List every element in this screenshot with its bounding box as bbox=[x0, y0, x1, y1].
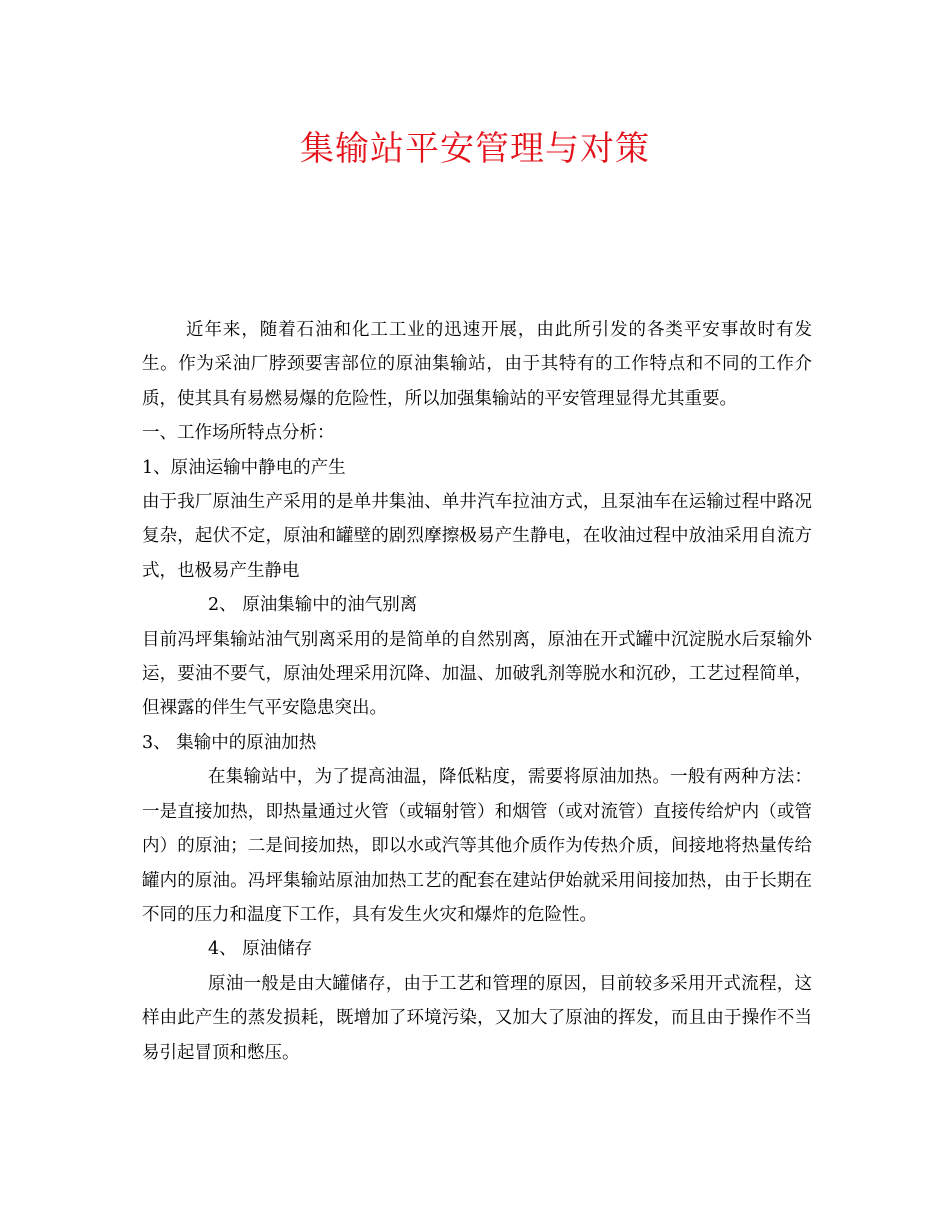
document-title: 集输站平安管理与对策 bbox=[300, 129, 650, 169]
paragraph-intro: 近年来，随着石油和化工工业的迅速开展，由此所引发的各类平安事故时有发生。作为采油厂脖颈要害部位的原油集输站，由于其特有的工作特点和不同的工作介质，使其具有易燃易爆的危险性，所以加强集输站的平安管理显得尤其重要。 bbox=[142, 320, 812, 409]
paragraph-storage: 原油一般是由大罐储存，由于工艺和管理的原因，目前较多采用开式流程，这样由此产生的蒸发损耗，既增加了环境污染，又加大了原油的挥发，而且由于操作不当易引起冒顶和憋压。 bbox=[142, 973, 812, 1063]
subsection-heading-4: 4、 原油储存 bbox=[208, 939, 313, 960]
section-heading-1: 一、工作场所特点分析： bbox=[142, 423, 335, 444]
paragraph-separation: 目前冯坪集输站油气别离采用的是简单的自然别离，原油在开式罐中沉淀脱水后泵输外运，要油不要气，原油处理采用沉降、加温、加破乳剂等脱水和沉砂，工艺过程简单，但裸露的伴生气平安隐患突出。 bbox=[142, 629, 812, 719]
subsection-heading-1: 1、原油运输中静电的产生 bbox=[142, 457, 346, 478]
subsection-heading-3: 3、 集输中的原油加热 bbox=[142, 732, 317, 753]
paragraph-static: 由于我厂原油生产采用的是单井集油、单井汽车拉油方式，且泵油车在运输过程中路况复杂，起伏不定，原油和罐壁的剧烈摩擦极易产生静电，在收油过程中放油采用自流方式，也极易产生静电 bbox=[142, 492, 812, 581]
paragraph-heating: 在集输站中，为了提高油温，降低粘度，需要将原油加热。一般有两种方法：一是直接加热，即热量通过火管（或辐射管）和烟管（或对流管）直接传给炉内（或管内）的原油；二是间接加热，即以水或汽等其他介质作为传热介质，间接地将热量传给罐内的原油。冯坪集输站原油加热工艺的配套在建站伊始就采用间接加热，由于长期在不同的压力和温度下工作，具有发生火灾和爆炸的危险性。 bbox=[142, 767, 812, 925]
subsection-heading-2: 2、 原油集输中的油气别离 bbox=[208, 595, 418, 616]
document-body bbox=[142, 313, 812, 1070]
